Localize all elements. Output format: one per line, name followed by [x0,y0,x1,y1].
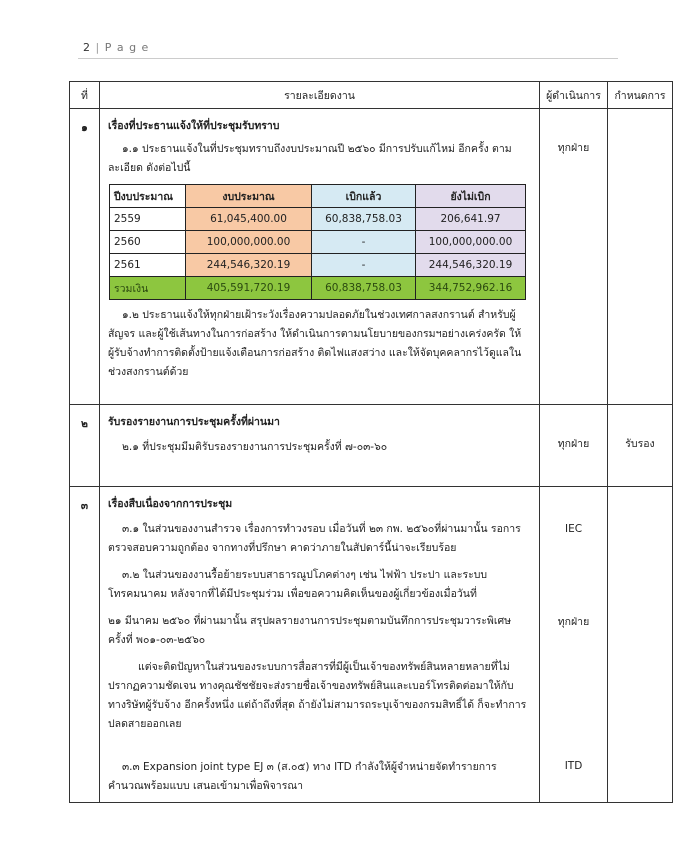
header-num: ที่ [70,82,100,109]
budget-row [110,208,526,231]
due [608,487,672,517]
responsible: IEC [564,523,583,535]
budget-total-cell: 405,591,720.19 [186,277,312,300]
budget-header-year: ปีงบประมาณ [110,185,186,208]
row-detail [100,405,540,487]
responsible: ทุกฝ่าย [557,616,590,628]
budget-header-paid: เบิกแล้ว [312,185,416,208]
budget-cell: 244,546,320.19 [416,254,526,277]
budget-row [110,254,526,277]
due: รับรอง [625,438,655,450]
budget-cell: - [312,231,416,254]
row-title: เรื่องสืบเนื่องจากการประชุม [108,498,233,510]
paragraph: แต่จะติดปัญหาในส่วนของระบบการสื่อสารที่มีผู้เป็นเจ้าของทรัพย์สินหลายหลายที่ไม่ปรากฏความชัดเจน ทางคุณชัชชัยจะส่งรายชื่อเจ้าของทรัพย์สินและเบอร์โทรติดต่อมาให้กับทางริษัทผู้รับจ้าง อีกครั้งหนึ่ง แต่ถ้าถึงที่สุด ถ้ายังไม่สามารถระบุเจ้าของกรมสิทธิ์ได้ ก็จะทำการปลดสายออกเลย [108,661,527,730]
budget-cell: 100,000,000.00 [186,231,312,254]
budget-cell: 100,000,000.00 [416,231,526,254]
budget-total-cell: 60,838,758.03 [312,277,416,300]
budget-header-budget: งบประมาณ [186,185,312,208]
page-header [83,41,149,54]
table-row [70,487,673,803]
row-number: ๓ [80,500,89,512]
page-number: 2 [83,41,91,54]
budget-cell: - [312,254,416,277]
row-number: ๒ [81,418,88,430]
budget-total-cell: 344,752,962.16 [416,277,526,300]
budget-cell: 244,546,320.19 [186,254,312,277]
budget-cell: 2559 [110,208,186,231]
table-header-row [70,82,673,109]
page-separator: | [91,41,105,54]
table-row [70,405,673,487]
page-label: P a g e [104,41,150,54]
row-detail [100,487,540,803]
responsible: ทุกฝ่าย [557,438,590,450]
budget-table [109,184,526,300]
minutes-table [69,81,673,803]
budget-cell: 60,838,758.03 [312,208,416,231]
header-rule [78,58,618,59]
budget-cell: 61,045,400.00 [186,208,312,231]
responsible: ITD [564,760,583,772]
paragraph: ๓.๑ ในส่วนของงานสำรวจ เรื่องการทำวงรอบ เมื่อวันที่ ๒๓ กพ. ๒๕๖๐ที่ผ่านมานั้น รอการตรวจสอบความถูกต้อง จากทางที่ปรึกษา คาดว่าภายในสัปดาร์นี้น่าจะเรียบร้อย [108,523,521,554]
paragraph: ๓.๒ ในส่วนของงานรื้อย้ายระบบสาธารณูปโภคต่างๆ เช่น ไฟฟ้า ประปา และระบบโทรคมนาคม หลังจากที่ได้มีประชุมร่วม เพื่อขอความคิดเห็นของผู้เกี่ยวข้องเมื่อวันที่ [108,569,488,600]
header-resp: ผู้ดำเนินการ [540,82,608,109]
table-row [70,109,673,405]
row-detail [100,109,540,405]
responsible: ทุกฝ่าย [557,142,590,154]
budget-cell: 2560 [110,231,186,254]
budget-cell: 206,641.97 [416,208,526,231]
budget-total-row [110,277,526,300]
budget-header-unpaid: ยังไม่เบิก [416,185,526,208]
due [608,109,672,139]
budget-row [110,231,526,254]
budget-cell: 2561 [110,254,186,277]
header-detail: รายละเอียดงาน [100,82,540,109]
paragraph: ๒๑ มีนาคม ๒๕๖๐ ที่ผ่านมานั้น สรุปผลรายงานการประชุมตามบันทึกการประชุมวาระพิเศษ ครั้งที่ พ๐๑-๐๓-๒๕๖๐ [108,615,512,646]
row-number: ๑ [81,122,88,134]
header-due: กำหนดการ [608,82,673,109]
row-title: เรื่องที่ประธานแจ้งให้ที่ประชุมรับทราบ [108,120,280,132]
row-title: รับรองรายงานการประชุมครั้งที่ผ่านมา [108,416,280,428]
paragraph: ๑.๑ ประธานแจ้งในที่ประชุมทราบถึงงบประมาณปี ๒๕๖๐ มีการปรับแก้ไหม่ อีกครั้ง ตามละเอียด ดังต่อไปนี้ [108,143,512,174]
paragraph: ๑.๒ ประธานแจ้งให้ทุกฝ่ายเฝ้าระวังเรื่องความปลอดภัยในช่วงเทศกาลสงกรานต์ สำหรับผู้สัญจร และผู้ใช้เส้นทางในการก่อสร้าง ให้ดำเนินการตามนโยบายของกรมฯอย่างเคร่งครัด ให้ผู้รับจ้างทำการติดตั้งป้ายแจ้งเตือนการก่อสร้าง ติดไฟแสงสว่าง และให้จัดบุคคลากรไว้ดูแลในช่วงสงกรานต์ด้วย [108,309,522,378]
paragraph: ๓.๓ Expansion joint type EJ ๓ (ส.๐๕) ทาง ITD กำลังให้ผู้จำหน่ายจัดทำรายการคำนวณพร้อมแบบ เสนอเข้ามาเพื่อพิจารณา [108,761,497,792]
budget-total-label: รวมเงิน [110,277,186,300]
budget-header-row [110,185,526,208]
paragraph: ๒.๑ ที่ประชุมมีมติรับรองรายงานการประชุมครั้งที่ ๗-๐๓-๖๐ [122,441,388,453]
